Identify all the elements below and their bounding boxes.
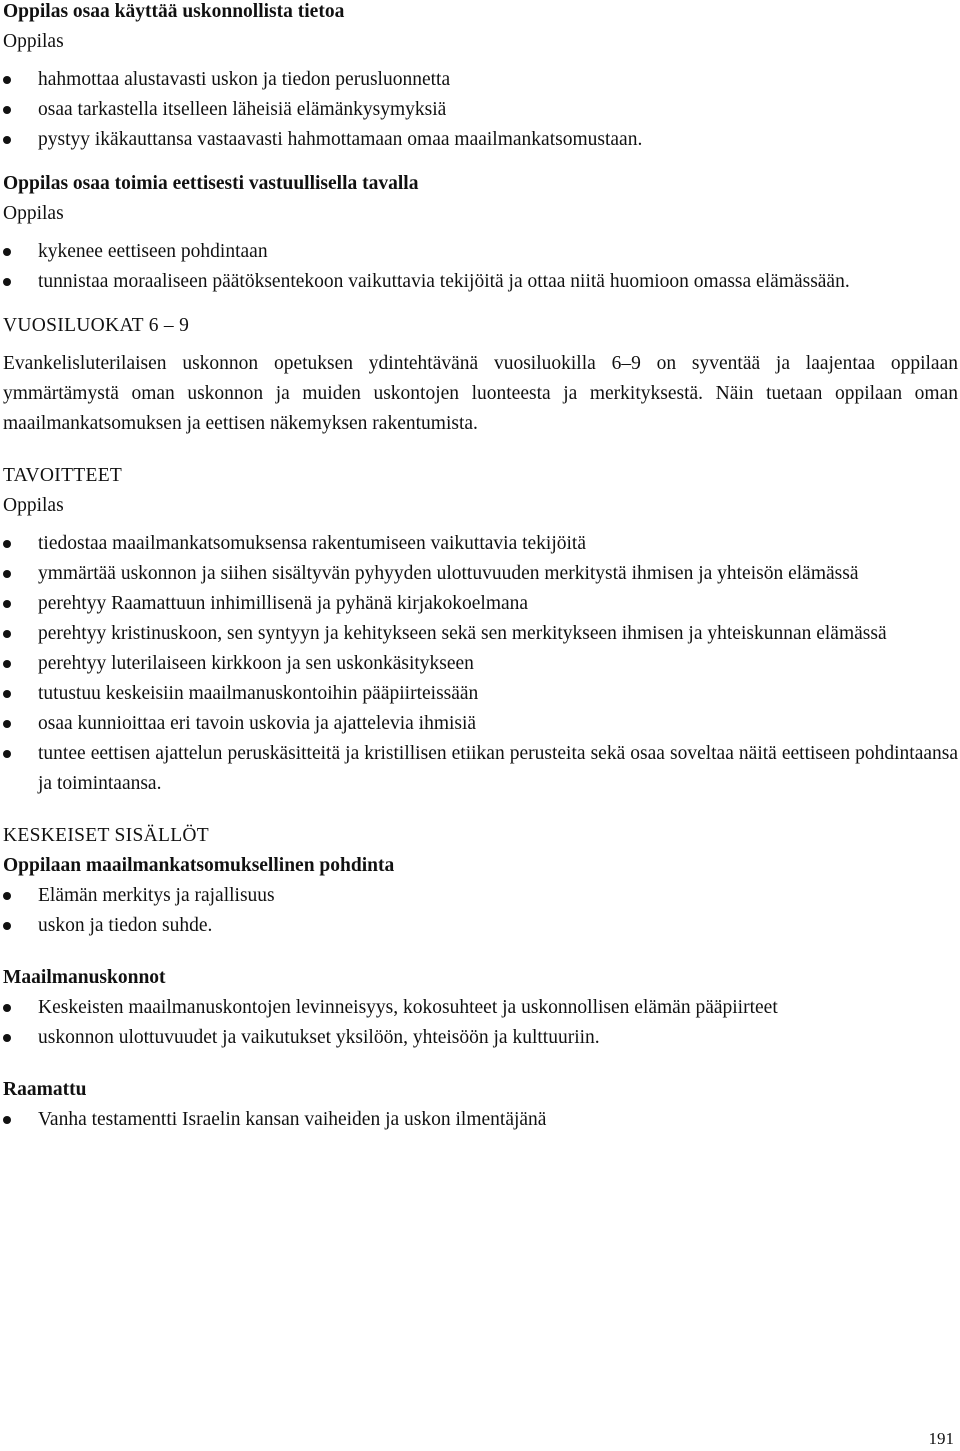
list-item: perehtyy Raamattuun inhimillisenä ja pyhänä kirjakokoelmana bbox=[3, 589, 958, 619]
bullet-list-religious-knowledge bbox=[3, 65, 958, 155]
list-item: pystyy ikäkauttansa vastaavasti hahmottamaan omaa maailmankatsomustaan. bbox=[3, 125, 958, 155]
list-item: Elämän merkitys ja rajallisuus bbox=[3, 881, 958, 911]
list-item: osaa kunnioittaa eri tavoin uskovia ja ajattelevia ihmisiä bbox=[3, 709, 958, 739]
bullet-icon bbox=[3, 1034, 11, 1042]
bullet-list-world-religions bbox=[3, 993, 958, 1053]
list-item: Keskeisten maailmanuskontojen levinneisyys, kokosuhteet ja uskonnollisen elämän pääpiirteet bbox=[3, 993, 958, 1023]
bullet-icon bbox=[3, 76, 11, 84]
list-item: tuntee eettisen ajattelun peruskäsitteitä ja kristillisen etiikan perusteita sekä osaa soveltaa näitä eettiseen pohdintaansa ja toimintaansa. bbox=[3, 739, 958, 799]
subheading-world-religions: Maailmanuskonnot bbox=[3, 967, 166, 988]
grades-paragraph: Evankelisluterilaisen uskonnon opetuksen ydintehtävänä vuosiluokilla 6–9 on syventää ja laajentaa oppilaan ymmärtämystä oman uskonnon ja muiden uskontojen luonteesta ja merkityksestä. Näin tuetaan oppilaan oman maailmankatsomuksen ja eettisen näkemyksen rakentumista. bbox=[3, 353, 958, 434]
bullet-icon bbox=[3, 106, 11, 114]
bullet-list-bible bbox=[3, 1105, 958, 1135]
bullet-icon bbox=[3, 750, 11, 758]
list-item: tiedostaa maailmankatsomuksensa rakentumiseen vaikuttavia tekijöitä bbox=[3, 529, 958, 559]
subject-label: Oppilas bbox=[3, 495, 64, 516]
subject-label: Oppilas bbox=[3, 31, 64, 52]
list-item: perehtyy kristinuskoon, sen syntyyn ja kehitykseen sekä sen merkitykseen ihmisen ja yhteiskunnan elämässä bbox=[3, 619, 958, 649]
bullet-icon bbox=[3, 248, 11, 256]
bullet-icon bbox=[3, 630, 11, 638]
bullet-icon bbox=[3, 1004, 11, 1012]
bullet-icon bbox=[3, 922, 11, 930]
list-item: tunnistaa moraaliseen päätöksentekoon vaikuttavia tekijöitä ja ottaa niitä huomioon omassa elämässään. bbox=[3, 267, 958, 297]
subject-label: Oppilas bbox=[3, 203, 64, 224]
list-item: osaa tarkastella itselleen läheisiä elämänkysymyksiä bbox=[3, 95, 958, 125]
bullet-icon bbox=[3, 720, 11, 728]
bullet-list-ethics bbox=[3, 237, 958, 297]
list-item: tutustuu keskeisiin maailmanuskontoihin pääpiirteissään bbox=[3, 679, 958, 709]
document-page bbox=[3, 0, 958, 1135]
list-item: hahmottaa alustavasti uskon ja tiedon perusluonnetta bbox=[3, 65, 958, 95]
section-heading-religious-knowledge: Oppilas osaa käyttää uskonnollista tietoa bbox=[3, 1, 345, 22]
bullet-list-worldview bbox=[3, 881, 958, 941]
section-heading-contents: KESKEISET SISÄLLÖT bbox=[3, 825, 209, 846]
bullet-icon bbox=[3, 278, 11, 286]
bullet-icon bbox=[3, 600, 11, 608]
bullet-icon bbox=[3, 660, 11, 668]
page-number: 191 bbox=[928, 1429, 954, 1448]
list-item: Vanha testamentti Israelin kansan vaiheiden ja uskon ilmentäjänä bbox=[3, 1105, 958, 1135]
bullet-list-goals bbox=[3, 529, 958, 799]
bullet-icon bbox=[3, 540, 11, 548]
section-heading-grades: VUOSILUOKAT 6 – 9 bbox=[3, 315, 190, 336]
list-item: uskonnon ulottuvuudet ja vaikutukset yksilöön, yhteisöön ja kulttuuriin. bbox=[3, 1023, 958, 1053]
bullet-icon bbox=[3, 1116, 11, 1124]
section-heading-goals: TAVOITTEET bbox=[3, 465, 123, 486]
list-item: kykenee eettiseen pohdintaan bbox=[3, 237, 958, 267]
list-item: uskon ja tiedon suhde. bbox=[3, 911, 958, 941]
subheading-bible: Raamattu bbox=[3, 1079, 87, 1100]
subheading-worldview: Oppilaan maailmankatsomuksellinen pohdinta bbox=[3, 855, 395, 876]
bullet-icon bbox=[3, 136, 11, 144]
bullet-icon bbox=[3, 570, 11, 578]
list-item: perehtyy luterilaiseen kirkkoon ja sen uskonkäsitykseen bbox=[3, 649, 958, 679]
bullet-icon bbox=[3, 690, 11, 698]
section-heading-ethics: Oppilas osaa toimia eettisesti vastuullisella tavalla bbox=[3, 173, 419, 194]
list-item: ymmärtää uskonnon ja siihen sisältyvän pyhyyden ulottuvuuden merkitystä ihmisen ja yhteisön elämässä bbox=[3, 559, 958, 589]
bullet-icon bbox=[3, 892, 11, 900]
